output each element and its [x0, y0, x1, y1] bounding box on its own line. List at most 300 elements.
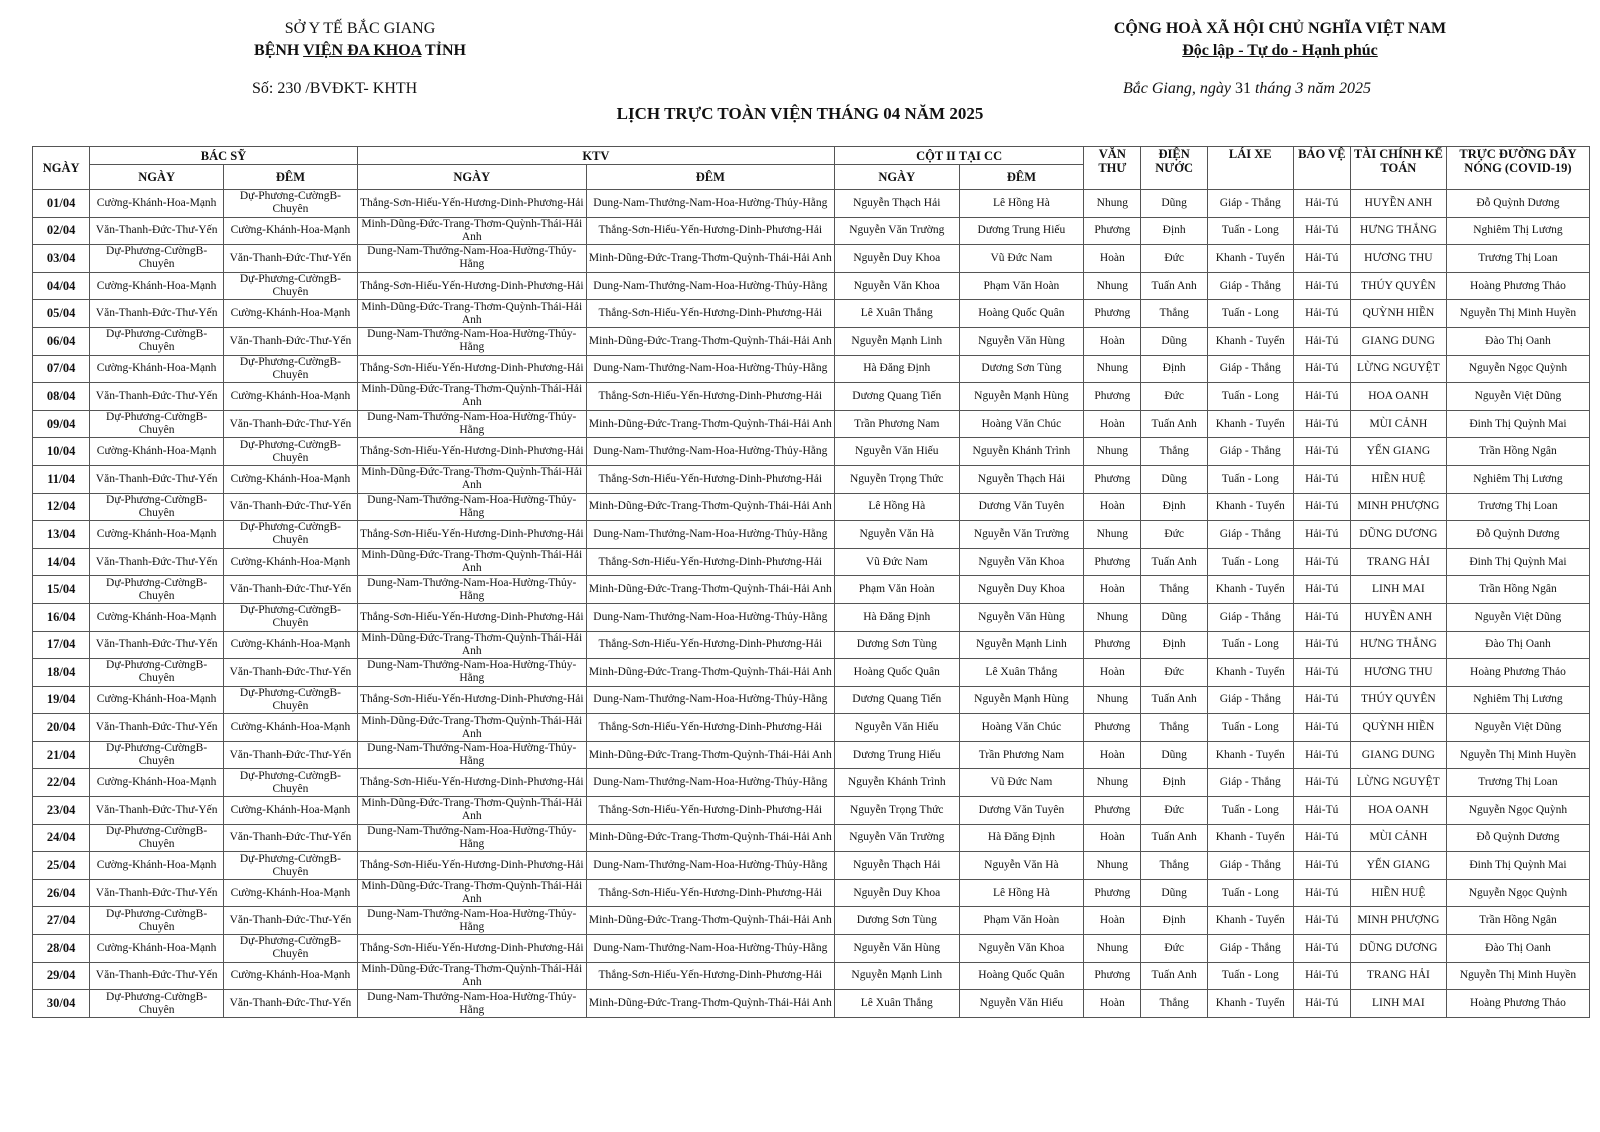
cell-tai-chinh: THÚY QUYÊN: [1350, 686, 1446, 714]
cell-ktv-day: Minh-Dũng-Đức-Trang-Thơm-Quỳnh-Thái-Hải Anh: [357, 300, 586, 328]
table-row: [33, 741, 1590, 769]
cell-day: 04/04: [33, 272, 90, 300]
cell-dien-nuoc: Tuấn Anh: [1141, 548, 1207, 576]
cell-cot2-day: Vũ Đức Nam: [834, 548, 959, 576]
cell-dien-nuoc: Thắng: [1141, 300, 1207, 328]
cell-ktv-night: Dung-Nam-Thưởng-Nam-Hoa-Hường-Thủy-Hằng: [586, 603, 834, 631]
cell-hotline: Nghiêm Thị Lương: [1446, 465, 1589, 493]
col-header-van-thu: VĂN THƯ: [1084, 147, 1141, 190]
cell-cot2-night: Nguyễn Văn Khoa: [959, 935, 1084, 963]
cell-doctor-night: Cường-Khánh-Hoa-Mạnh: [224, 879, 358, 907]
cell-doctor-night: Cường-Khánh-Hoa-Mạnh: [224, 465, 358, 493]
cell-doctor-night: Văn-Thanh-Đức-Thư-Yến: [224, 741, 358, 769]
col-header-lai-xe: LÁI XE: [1207, 147, 1293, 190]
cell-tai-chinh: HUYỀN ANH: [1350, 603, 1446, 631]
cell-lai-xe: Tuấn - Long: [1207, 383, 1293, 411]
cell-lai-xe: Khanh - Tuyển: [1207, 907, 1293, 935]
cell-doctor-day: Dự-Phương-CườngB-Chuyên: [90, 907, 224, 935]
cell-ktv-day: Thắng-Sơn-Hiếu-Yến-Hương-Dinh-Phương-Hải: [357, 935, 586, 963]
cell-van-thu: Nhung: [1084, 190, 1141, 218]
cell-van-thu: Hoàn: [1084, 493, 1141, 521]
cell-day: 25/04: [33, 852, 90, 880]
cell-van-thu: Nhung: [1084, 686, 1141, 714]
cell-cot2-day: Hà Đăng Định: [834, 355, 959, 383]
col-header-cot2-day: NGÀY: [834, 165, 959, 190]
cell-tai-chinh: HƯNG THẮNG: [1350, 631, 1446, 659]
cell-doctor-day: Cường-Khánh-Hoa-Mạnh: [90, 355, 224, 383]
cell-bao-ve: Hải-Tú: [1293, 465, 1350, 493]
cell-bao-ve: Hải-Tú: [1293, 852, 1350, 880]
cell-day: 10/04: [33, 438, 90, 466]
cell-ktv-night: Minh-Dũng-Đức-Trang-Thơm-Quỳnh-Thái-Hải Anh: [586, 493, 834, 521]
cell-cot2-day: Nguyễn Trọng Thức: [834, 465, 959, 493]
cell-ktv-night: Dung-Nam-Thưởng-Nam-Hoa-Hường-Thủy-Hằng: [586, 355, 834, 383]
cell-doctor-day: Văn-Thanh-Đức-Thư-Yến: [90, 714, 224, 742]
cell-cot2-night: Nguyễn Văn Trường: [959, 521, 1084, 549]
cell-day: 16/04: [33, 603, 90, 631]
cell-doctor-night: Cường-Khánh-Hoa-Mạnh: [224, 797, 358, 825]
cell-doctor-night: Văn-Thanh-Đức-Thư-Yến: [224, 824, 358, 852]
cell-bao-ve: Hải-Tú: [1293, 576, 1350, 604]
table-row: [33, 410, 1590, 438]
hospital-name: [200, 40, 520, 62]
agency-name: SỞ Y TẾ BẮC GIANG: [284, 20, 436, 37]
agency-header: [200, 18, 520, 62]
table-row: [33, 769, 1590, 797]
cell-doctor-night: Dự-Phương-CườngB-Chuyên: [224, 521, 358, 549]
cell-day: 17/04: [33, 631, 90, 659]
cell-doctor-night: Văn-Thanh-Đức-Thư-Yến: [224, 245, 358, 273]
cell-bao-ve: Hải-Tú: [1293, 769, 1350, 797]
cell-lai-xe: Khanh - Tuyển: [1207, 824, 1293, 852]
cell-tai-chinh: MINH PHƯỢNG: [1350, 493, 1446, 521]
cell-van-thu: Nhung: [1084, 355, 1141, 383]
cell-tai-chinh: LINH MAI: [1350, 990, 1446, 1018]
cell-cot2-night: Dương Trung Hiếu: [959, 217, 1084, 245]
cell-ktv-night: Dung-Nam-Thưởng-Nam-Hoa-Hường-Thủy-Hằng: [586, 686, 834, 714]
cell-doctor-day: Cường-Khánh-Hoa-Mạnh: [90, 603, 224, 631]
cell-cot2-day: Phạm Văn Hoàn: [834, 576, 959, 604]
table-row: [33, 603, 1590, 631]
cell-day: 15/04: [33, 576, 90, 604]
cell-day: 30/04: [33, 990, 90, 1018]
cell-van-thu: Phương: [1084, 962, 1141, 990]
cell-bao-ve: Hải-Tú: [1293, 410, 1350, 438]
cell-ktv-day: Minh-Dũng-Đức-Trang-Thơm-Quỳnh-Thái-Hải Anh: [357, 631, 586, 659]
cell-dien-nuoc: Dũng: [1141, 879, 1207, 907]
cell-cot2-night: Nguyễn Văn Hùng: [959, 327, 1084, 355]
cell-lai-xe: Khanh - Tuyển: [1207, 990, 1293, 1018]
cell-tai-chinh: HIỀN HUỆ: [1350, 465, 1446, 493]
col-header-ktv: KTV: [357, 147, 834, 165]
cell-cot2-night: Nguyễn Văn Hà: [959, 852, 1084, 880]
table-row: [33, 852, 1590, 880]
cell-day: 05/04: [33, 300, 90, 328]
cell-day: 03/04: [33, 245, 90, 273]
cell-dien-nuoc: Tuấn Anh: [1141, 686, 1207, 714]
cell-doctor-day: Dự-Phương-CườngB-Chuyên: [90, 576, 224, 604]
cell-ktv-day: Thắng-Sơn-Hiếu-Yến-Hương-Dinh-Phương-Hải: [357, 852, 586, 880]
cell-lai-xe: Giáp - Thắng: [1207, 355, 1293, 383]
table-row: [33, 714, 1590, 742]
cell-cot2-day: Lê Hồng Hà: [834, 493, 959, 521]
cell-day: 26/04: [33, 879, 90, 907]
cell-doctor-day: Dự-Phương-CườngB-Chuyên: [90, 741, 224, 769]
cell-day: 12/04: [33, 493, 90, 521]
cell-cot2-night: Hà Đăng Định: [959, 824, 1084, 852]
cell-doctor-night: Dự-Phương-CườngB-Chuyên: [224, 355, 358, 383]
cell-van-thu: Hoàn: [1084, 576, 1141, 604]
cell-dien-nuoc: Định: [1141, 769, 1207, 797]
cell-ktv-night: Minh-Dũng-Đức-Trang-Thơm-Quỳnh-Thái-Hải Anh: [586, 907, 834, 935]
cell-hotline: Đinh Thị Quỳnh Mai: [1446, 852, 1589, 880]
cell-ktv-night: Dung-Nam-Thưởng-Nam-Hoa-Hường-Thủy-Hằng: [586, 438, 834, 466]
cell-cot2-day: Dương Quang Tiến: [834, 383, 959, 411]
cell-van-thu: Phương: [1084, 797, 1141, 825]
cell-tai-chinh: LỪNG NGUYỆT: [1350, 355, 1446, 383]
cell-hotline: Đỗ Quỳnh Dương: [1446, 190, 1589, 218]
cell-lai-xe: Tuấn - Long: [1207, 217, 1293, 245]
col-header-day: NGÀY: [33, 147, 90, 190]
cell-hotline: Trương Thị Loan: [1446, 493, 1589, 521]
cell-bao-ve: Hải-Tú: [1293, 493, 1350, 521]
cell-ktv-day: Dung-Nam-Thưởng-Nam-Hoa-Hường-Thủy-Hằng: [357, 990, 586, 1018]
table-row: [33, 990, 1590, 1018]
cell-hotline: Trần Hồng Ngân: [1446, 907, 1589, 935]
col-header-doctor-day: NGÀY: [90, 165, 224, 190]
cell-cot2-night: Nguyễn Mạnh Linh: [959, 631, 1084, 659]
cell-hotline: Trương Thị Loan: [1446, 769, 1589, 797]
cell-cot2-night: Lê Xuân Thắng: [959, 659, 1084, 687]
cell-ktv-day: Dung-Nam-Thưởng-Nam-Hoa-Hường-Thủy-Hằng: [357, 907, 586, 935]
col-header-cot2: CỘT II TẠI CC: [834, 147, 1083, 165]
cell-cot2-day: Nguyễn Mạnh Linh: [834, 962, 959, 990]
cell-cot2-day: Trần Phương Nam: [834, 410, 959, 438]
cell-ktv-day: Thắng-Sơn-Hiếu-Yến-Hương-Dinh-Phương-Hải: [357, 521, 586, 549]
cell-doctor-day: Cường-Khánh-Hoa-Mạnh: [90, 190, 224, 218]
cell-hotline: Trần Hồng Ngân: [1446, 576, 1589, 604]
cell-van-thu: Hoàn: [1084, 659, 1141, 687]
cell-dien-nuoc: Định: [1141, 907, 1207, 935]
cell-bao-ve: Hải-Tú: [1293, 631, 1350, 659]
cell-doctor-day: Cường-Khánh-Hoa-Mạnh: [90, 686, 224, 714]
cell-doctor-night: Dự-Phương-CườngB-Chuyên: [224, 190, 358, 218]
cell-tai-chinh: HOA OANH: [1350, 383, 1446, 411]
col-header-ktv-day: NGÀY: [357, 165, 586, 190]
cell-cot2-night: Vũ Đức Nam: [959, 769, 1084, 797]
col-header-hotline: TRỰC ĐƯỜNG DÂY NÓNG (COVID-19): [1446, 147, 1589, 190]
cell-cot2-day: Dương Sơn Tùng: [834, 631, 959, 659]
cell-dien-nuoc: Dũng: [1141, 465, 1207, 493]
cell-dien-nuoc: Định: [1141, 493, 1207, 521]
cell-ktv-day: Minh-Dũng-Đức-Trang-Thơm-Quỳnh-Thái-Hải Anh: [357, 962, 586, 990]
cell-bao-ve: Hải-Tú: [1293, 603, 1350, 631]
cell-hotline: Đinh Thị Quỳnh Mai: [1446, 548, 1589, 576]
cell-cot2-day: Nguyễn Văn Khoa: [834, 272, 959, 300]
place-date-year: 2025: [1338, 80, 1371, 97]
cell-ktv-day: Thắng-Sơn-Hiếu-Yến-Hương-Dinh-Phương-Hải: [357, 190, 586, 218]
cell-day: 19/04: [33, 686, 90, 714]
document-number: Số: 230 /BVĐKT- KHTH: [252, 80, 418, 97]
cell-tai-chinh: HUYỀN ANH: [1350, 190, 1446, 218]
cell-van-thu: Phương: [1084, 465, 1141, 493]
cell-ktv-night: Dung-Nam-Thưởng-Nam-Hoa-Hường-Thủy-Hằng: [586, 852, 834, 880]
cell-cot2-night: Dương Văn Tuyên: [959, 493, 1084, 521]
cell-dien-nuoc: Tuấn Anh: [1141, 962, 1207, 990]
cell-doctor-day: Dự-Phương-CườngB-Chuyên: [90, 493, 224, 521]
cell-lai-xe: Giáp - Thắng: [1207, 935, 1293, 963]
table-row: [33, 659, 1590, 687]
cell-hotline: Nghiêm Thị Lương: [1446, 217, 1589, 245]
cell-ktv-day: Thắng-Sơn-Hiếu-Yến-Hương-Dinh-Phương-Hải: [357, 603, 586, 631]
cell-tai-chinh: QUỲNH HIỀN: [1350, 300, 1446, 328]
cell-bao-ve: Hải-Tú: [1293, 245, 1350, 273]
cell-bao-ve: Hải-Tú: [1293, 548, 1350, 576]
cell-hotline: Trương Thị Loan: [1446, 245, 1589, 273]
cell-bao-ve: Hải-Tú: [1293, 190, 1350, 218]
cell-cot2-night: Dương Văn Tuyên: [959, 797, 1084, 825]
cell-hotline: Nguyễn Việt Dũng: [1446, 714, 1589, 742]
cell-doctor-day: Cường-Khánh-Hoa-Mạnh: [90, 935, 224, 963]
cell-lai-xe: Khanh - Tuyển: [1207, 410, 1293, 438]
cell-day: 27/04: [33, 907, 90, 935]
cell-ktv-night: Minh-Dũng-Đức-Trang-Thơm-Quỳnh-Thái-Hải Anh: [586, 327, 834, 355]
cell-doctor-night: Văn-Thanh-Đức-Thư-Yến: [224, 410, 358, 438]
cell-ktv-night: Thắng-Sơn-Hiếu-Yến-Hương-Dinh-Phương-Hải: [586, 962, 834, 990]
cell-day: 06/04: [33, 327, 90, 355]
cell-ktv-night: Thắng-Sơn-Hiếu-Yến-Hương-Dinh-Phương-Hải: [586, 797, 834, 825]
cell-van-thu: Nhung: [1084, 935, 1141, 963]
cell-dien-nuoc: Thắng: [1141, 438, 1207, 466]
cell-van-thu: Nhung: [1084, 769, 1141, 797]
place-date: [1123, 80, 1371, 98]
cell-lai-xe: Tuấn - Long: [1207, 879, 1293, 907]
cell-hotline: Nguyễn Ngọc Quỳnh: [1446, 355, 1589, 383]
cell-doctor-night: Cường-Khánh-Hoa-Mạnh: [224, 383, 358, 411]
cell-ktv-day: Dung-Nam-Thưởng-Nam-Hoa-Hường-Thủy-Hằng: [357, 493, 586, 521]
cell-lai-xe: Khanh - Tuyển: [1207, 493, 1293, 521]
cell-hotline: Nguyễn Việt Dũng: [1446, 603, 1589, 631]
cell-tai-chinh: MINH PHƯỢNG: [1350, 907, 1446, 935]
cell-day: 07/04: [33, 355, 90, 383]
cell-ktv-night: Thắng-Sơn-Hiếu-Yến-Hương-Dinh-Phương-Hải: [586, 548, 834, 576]
cell-van-thu: Hoàn: [1084, 824, 1141, 852]
cell-lai-xe: Tuấn - Long: [1207, 465, 1293, 493]
cell-ktv-night: Dung-Nam-Thưởng-Nam-Hoa-Hường-Thủy-Hằng: [586, 769, 834, 797]
table-row: [33, 190, 1590, 218]
cell-dien-nuoc: Đức: [1141, 935, 1207, 963]
cell-day: 09/04: [33, 410, 90, 438]
cell-ktv-night: Dung-Nam-Thưởng-Nam-Hoa-Hường-Thủy-Hằng: [586, 521, 834, 549]
cell-doctor-night: Dự-Phương-CườngB-Chuyên: [224, 438, 358, 466]
cell-doctor-day: Văn-Thanh-Đức-Thư-Yến: [90, 300, 224, 328]
place-date-mid: tháng 3 năm: [1250, 80, 1339, 97]
cell-hotline: Nguyễn Thị Minh Huyền: [1446, 741, 1589, 769]
cell-doctor-day: Dự-Phương-CườngB-Chuyên: [90, 327, 224, 355]
cell-day: 24/04: [33, 824, 90, 852]
col-header-bao-ve: BẢO VỆ: [1293, 147, 1350, 190]
cell-doctor-day: Cường-Khánh-Hoa-Mạnh: [90, 852, 224, 880]
cell-cot2-night: Nguyễn Duy Khoa: [959, 576, 1084, 604]
cell-bao-ve: Hải-Tú: [1293, 355, 1350, 383]
cell-doctor-day: Văn-Thanh-Đức-Thư-Yến: [90, 548, 224, 576]
cell-ktv-day: Dung-Nam-Thưởng-Nam-Hoa-Hường-Thủy-Hằng: [357, 741, 586, 769]
cell-lai-xe: Tuấn - Long: [1207, 714, 1293, 742]
cell-cot2-night: Trần Phương Nam: [959, 741, 1084, 769]
cell-van-thu: Hoàn: [1084, 741, 1141, 769]
cell-ktv-day: Dung-Nam-Thưởng-Nam-Hoa-Hường-Thủy-Hằng: [357, 576, 586, 604]
cell-dien-nuoc: Tuấn Anh: [1141, 824, 1207, 852]
cell-van-thu: Hoàn: [1084, 907, 1141, 935]
cell-tai-chinh: DŨNG DƯƠNG: [1350, 935, 1446, 963]
cell-cot2-night: Lê Hồng Hà: [959, 879, 1084, 907]
cell-bao-ve: Hải-Tú: [1293, 907, 1350, 935]
table-row: [33, 383, 1590, 411]
cell-ktv-day: Minh-Dũng-Đức-Trang-Thơm-Quỳnh-Thái-Hải Anh: [357, 383, 586, 411]
cell-day: 02/04: [33, 217, 90, 245]
cell-tai-chinh: HOA OANH: [1350, 797, 1446, 825]
cell-ktv-day: Thắng-Sơn-Hiếu-Yến-Hương-Dinh-Phương-Hải: [357, 769, 586, 797]
cell-doctor-night: Văn-Thanh-Đức-Thư-Yến: [224, 493, 358, 521]
cell-tai-chinh: DŨNG DƯƠNG: [1350, 521, 1446, 549]
cell-dien-nuoc: Thắng: [1141, 714, 1207, 742]
cell-hotline: Nguyễn Thị Minh Huyền: [1446, 300, 1589, 328]
cell-bao-ve: Hải-Tú: [1293, 217, 1350, 245]
cell-day: 13/04: [33, 521, 90, 549]
country-name: CỘNG HOÀ XÃ HỘI CHỦ NGHĨA VIỆT NAM: [1113, 20, 1447, 37]
cell-cot2-day: Nguyễn Văn Hùng: [834, 935, 959, 963]
cell-hotline: Nguyễn Thị Minh Huyền: [1446, 962, 1589, 990]
cell-cot2-day: Nguyễn Khánh Trình: [834, 769, 959, 797]
cell-cot2-day: Lê Xuân Thắng: [834, 300, 959, 328]
cell-dien-nuoc: Đức: [1141, 659, 1207, 687]
cell-van-thu: Phương: [1084, 300, 1141, 328]
cell-cot2-day: Nguyễn Văn Hà: [834, 521, 959, 549]
cell-ktv-night: Minh-Dũng-Đức-Trang-Thơm-Quỳnh-Thái-Hải Anh: [586, 410, 834, 438]
cell-van-thu: Nhung: [1084, 521, 1141, 549]
cell-ktv-night: Thắng-Sơn-Hiếu-Yến-Hương-Dinh-Phương-Hải: [586, 465, 834, 493]
cell-dien-nuoc: Đức: [1141, 521, 1207, 549]
cell-lai-xe: Khanh - Tuyển: [1207, 245, 1293, 273]
cell-tai-chinh: THÚY QUYÊN: [1350, 272, 1446, 300]
cell-doctor-day: Cường-Khánh-Hoa-Mạnh: [90, 272, 224, 300]
table-row: [33, 686, 1590, 714]
cell-cot2-day: Nguyễn Văn Hiếu: [834, 714, 959, 742]
cell-cot2-day: Nguyễn Văn Hiếu: [834, 438, 959, 466]
cell-doctor-day: Cường-Khánh-Hoa-Mạnh: [90, 769, 224, 797]
cell-lai-xe: Giáp - Thắng: [1207, 521, 1293, 549]
cell-day: 23/04: [33, 797, 90, 825]
cell-cot2-day: Nguyễn Duy Khoa: [834, 879, 959, 907]
col-header-dien-nuoc: ĐIỆN NƯỚC: [1141, 147, 1207, 190]
table-row: [33, 962, 1590, 990]
cell-dien-nuoc: Đức: [1141, 245, 1207, 273]
cell-lai-xe: Khanh - Tuyển: [1207, 327, 1293, 355]
cell-doctor-day: Cường-Khánh-Hoa-Mạnh: [90, 521, 224, 549]
cell-ktv-night: Minh-Dũng-Đức-Trang-Thơm-Quỳnh-Thái-Hải Anh: [586, 659, 834, 687]
cell-van-thu: Phương: [1084, 548, 1141, 576]
cell-cot2-day: Nguyễn Mạnh Linh: [834, 327, 959, 355]
hospital-name-prefix: BỆNH: [254, 42, 304, 59]
cell-ktv-day: Thắng-Sơn-Hiếu-Yến-Hương-Dinh-Phương-Hải: [357, 686, 586, 714]
cell-lai-xe: Khanh - Tuyển: [1207, 659, 1293, 687]
cell-ktv-night: Minh-Dũng-Đức-Trang-Thơm-Quỳnh-Thái-Hải Anh: [586, 741, 834, 769]
cell-doctor-night: Văn-Thanh-Đức-Thư-Yến: [224, 327, 358, 355]
cell-cot2-day: Nguyễn Trọng Thức: [834, 797, 959, 825]
cell-ktv-day: Dung-Nam-Thưởng-Nam-Hoa-Hường-Thủy-Hằng: [357, 824, 586, 852]
cell-ktv-night: Minh-Dũng-Đức-Trang-Thơm-Quỳnh-Thái-Hải Anh: [586, 824, 834, 852]
cell-doctor-night: Dự-Phương-CườngB-Chuyên: [224, 603, 358, 631]
cell-doctor-day: Văn-Thanh-Đức-Thư-Yến: [90, 383, 224, 411]
cell-tai-chinh: GIANG DUNG: [1350, 741, 1446, 769]
cell-tai-chinh: MÙI CẢNH: [1350, 824, 1446, 852]
cell-doctor-night: Cường-Khánh-Hoa-Mạnh: [224, 631, 358, 659]
cell-van-thu: Nhung: [1084, 603, 1141, 631]
cell-van-thu: Phương: [1084, 217, 1141, 245]
cell-cot2-night: Nguyễn Mạnh Hùng: [959, 383, 1084, 411]
cell-lai-xe: Tuấn - Long: [1207, 548, 1293, 576]
cell-doctor-day: Dự-Phương-CườngB-Chuyên: [90, 990, 224, 1018]
cell-ktv-day: Minh-Dũng-Đức-Trang-Thơm-Quỳnh-Thái-Hải Anh: [357, 217, 586, 245]
table-row: [33, 245, 1590, 273]
cell-ktv-day: Dung-Nam-Thưởng-Nam-Hoa-Hường-Thủy-Hằng: [357, 245, 586, 273]
cell-doctor-day: Dự-Phương-CườngB-Chuyên: [90, 410, 224, 438]
cell-lai-xe: Tuấn - Long: [1207, 300, 1293, 328]
cell-bao-ve: Hải-Tú: [1293, 272, 1350, 300]
cell-tai-chinh: QUỲNH HIỀN: [1350, 714, 1446, 742]
cell-cot2-day: Nguyễn Văn Trường: [834, 824, 959, 852]
cell-ktv-night: Thắng-Sơn-Hiếu-Yến-Hương-Dinh-Phương-Hải: [586, 300, 834, 328]
cell-tai-chinh: GIANG DUNG: [1350, 327, 1446, 355]
cell-lai-xe: Khanh - Tuyển: [1207, 576, 1293, 604]
cell-lai-xe: Khanh - Tuyển: [1207, 741, 1293, 769]
cell-dien-nuoc: Tuấn Anh: [1141, 410, 1207, 438]
cell-lai-xe: Giáp - Thắng: [1207, 686, 1293, 714]
hospital-name-suffix: TỈNH: [421, 42, 466, 59]
cell-cot2-day: Dương Quang Tiến: [834, 686, 959, 714]
cell-doctor-day: Cường-Khánh-Hoa-Mạnh: [90, 438, 224, 466]
cell-doctor-day: Văn-Thanh-Đức-Thư-Yến: [90, 962, 224, 990]
cell-cot2-night: Phạm Văn Hoàn: [959, 272, 1084, 300]
cell-day: 01/04: [33, 190, 90, 218]
cell-lai-xe: Tuấn - Long: [1207, 631, 1293, 659]
col-header-doctor: BÁC SỸ: [90, 147, 358, 165]
cell-van-thu: Nhung: [1084, 438, 1141, 466]
cell-doctor-night: Cường-Khánh-Hoa-Mạnh: [224, 714, 358, 742]
cell-tai-chinh: HƯNG THẮNG: [1350, 217, 1446, 245]
cell-doctor-night: Văn-Thanh-Đức-Thư-Yến: [224, 659, 358, 687]
cell-ktv-day: Minh-Dũng-Đức-Trang-Thơm-Quỳnh-Thái-Hải Anh: [357, 879, 586, 907]
cell-cot2-night: Nguyễn Văn Hùng: [959, 603, 1084, 631]
cell-doctor-night: Cường-Khánh-Hoa-Mạnh: [224, 300, 358, 328]
cell-ktv-day: Minh-Dũng-Đức-Trang-Thơm-Quỳnh-Thái-Hải Anh: [357, 548, 586, 576]
cell-cot2-night: Lê Hồng Hà: [959, 190, 1084, 218]
cell-ktv-day: Thắng-Sơn-Hiếu-Yến-Hương-Dinh-Phương-Hải: [357, 438, 586, 466]
cell-doctor-night: Cường-Khánh-Hoa-Mạnh: [224, 548, 358, 576]
cell-hotline: Nghiêm Thị Lương: [1446, 686, 1589, 714]
cell-ktv-night: Thắng-Sơn-Hiếu-Yến-Hương-Dinh-Phương-Hải: [586, 714, 834, 742]
cell-cot2-day: Nguyễn Duy Khoa: [834, 245, 959, 273]
cell-bao-ve: Hải-Tú: [1293, 935, 1350, 963]
cell-doctor-night: Văn-Thanh-Đức-Thư-Yến: [224, 990, 358, 1018]
cell-hotline: Trần Hồng Ngân: [1446, 438, 1589, 466]
cell-lai-xe: Giáp - Thắng: [1207, 438, 1293, 466]
cell-doctor-day: Văn-Thanh-Đức-Thư-Yến: [90, 217, 224, 245]
cell-cot2-day: Nguyễn Thạch Hải: [834, 190, 959, 218]
cell-ktv-day: Dung-Nam-Thưởng-Nam-Hoa-Hường-Thủy-Hằng: [357, 410, 586, 438]
cell-ktv-night: Minh-Dũng-Đức-Trang-Thơm-Quỳnh-Thái-Hải Anh: [586, 245, 834, 273]
table-row: [33, 907, 1590, 935]
